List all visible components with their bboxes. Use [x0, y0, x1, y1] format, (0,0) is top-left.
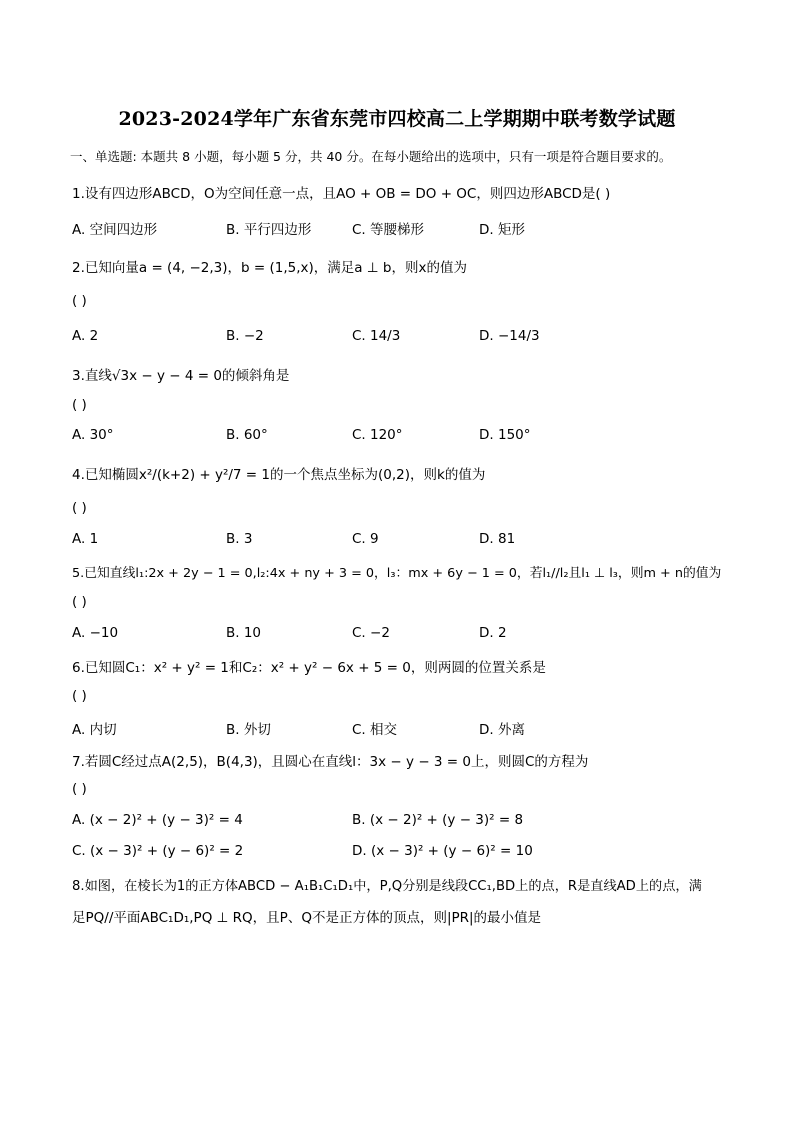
question-1-stem: 1.设有四边形ABCD，O为空间任意一点，且AO + OB = DO + OC，则四边形ABCD是( )	[72, 186, 611, 202]
q4-option-c: C. 9	[352, 531, 379, 547]
question-8-stem-line-1: 8.如图，在棱长为1的正方体ABCD − A₁B₁C₁D₁中，P,Q分别是线段CC₁,BD上的点，R是直线AD上的点，满	[72, 879, 702, 894]
q1-option-d: D. 矩形	[479, 222, 525, 238]
q4-option-d: D. 81	[479, 531, 516, 547]
q7-option-a: A. (x − 2)² + (y − 3)² = 4	[72, 812, 243, 828]
q6-option-d: D. 外离	[479, 722, 525, 738]
q1-option-b: B. 平行四边形	[226, 222, 312, 238]
q5-option-a: A. −10	[72, 625, 119, 641]
q2-option-d: D. −14/3	[479, 328, 540, 344]
q4-option-b: B. 3	[226, 531, 253, 547]
section-header: 一、单选题: 本题共 8 小题，每小题 5 分，共 40 分。在每小题给出的选项中，只有一项是符合题目要求的。	[70, 149, 672, 164]
question-5-stem: 5.已知直线l₁:2x + 2y − 1 = 0,l₂:4x + ny + 3 = 0，l₃：mx + 6y − 1 = 0，若l₁//l₂且l₁ ⊥ l₃，则m + n的值为	[72, 566, 722, 581]
q4-answer-paren: ( )	[72, 500, 87, 516]
q7-option-d: D. (x − 3)² + (y − 6)² = 10	[352, 843, 533, 859]
q6-option-c: C. 相交	[352, 722, 398, 738]
q5-option-d: D. 2	[479, 625, 507, 641]
q2-option-c: C. 14/3	[352, 328, 401, 344]
question-4-stem: 4.已知椭圆x²/(k+2) + y²/7 = 1的一个焦点坐标为(0,2)，则k的值为	[72, 467, 486, 483]
question-6-stem: 6.已知圆C₁：x² + y² = 1和C₂：x² + y² − 6x + 5 = 0，则两圆的位置关系是	[72, 660, 546, 676]
q1-option-a: A. 空间四边形	[72, 222, 158, 238]
q2-option-b: B. −2	[226, 328, 264, 344]
q5-option-c: C. −2	[352, 625, 390, 641]
q6-answer-paren: ( )	[72, 688, 87, 704]
q6-option-b: B. 外切	[226, 722, 271, 738]
question-3-stem: 3.直线√3x − y − 4 = 0的倾斜角是	[72, 368, 290, 384]
q7-option-c: C. (x − 3)² + (y − 6)² = 2	[72, 843, 244, 859]
q7-answer-paren: ( )	[72, 781, 87, 797]
q3-option-b: B. 60°	[226, 427, 268, 443]
q3-option-d: D. 150°	[479, 427, 531, 443]
q3-option-a: A. 30°	[72, 427, 114, 443]
question-8-stem-line-2: 足PQ//平面ABC₁D₁,PQ ⊥ RQ，且P、Q不是正方体的顶点，则|PR|的最小值是	[72, 910, 542, 926]
q4-option-a: A. 1	[72, 531, 99, 547]
q5-answer-paren: ( )	[72, 594, 87, 610]
question-7-stem: 7.若圆C经过点A(2,5)，B(4,3)，且圆心在直线l：3x − y − 3 = 0上，则圆C的方程为	[72, 754, 589, 770]
q3-option-c: C. 120°	[352, 427, 403, 443]
q5-option-b: B. 10	[226, 625, 262, 641]
q2-answer-paren: ( )	[72, 293, 87, 309]
q2-option-a: A. 2	[72, 328, 99, 344]
page-title: 2023-2024学年广东省东莞市四校高二上学期期中联考数学试题	[118, 108, 676, 130]
question-2-stem: 2.已知向量a = (4, −2,3)，b = (1,5,x)，满足a ⊥ b，则x的值为	[72, 260, 467, 276]
q1-option-c: C. 等腰梯形	[352, 222, 425, 238]
q3-answer-paren: ( )	[72, 397, 87, 413]
q6-option-a: A. 内切	[72, 722, 117, 738]
q7-option-b: B. (x − 2)² + (y − 3)² = 8	[352, 812, 524, 828]
